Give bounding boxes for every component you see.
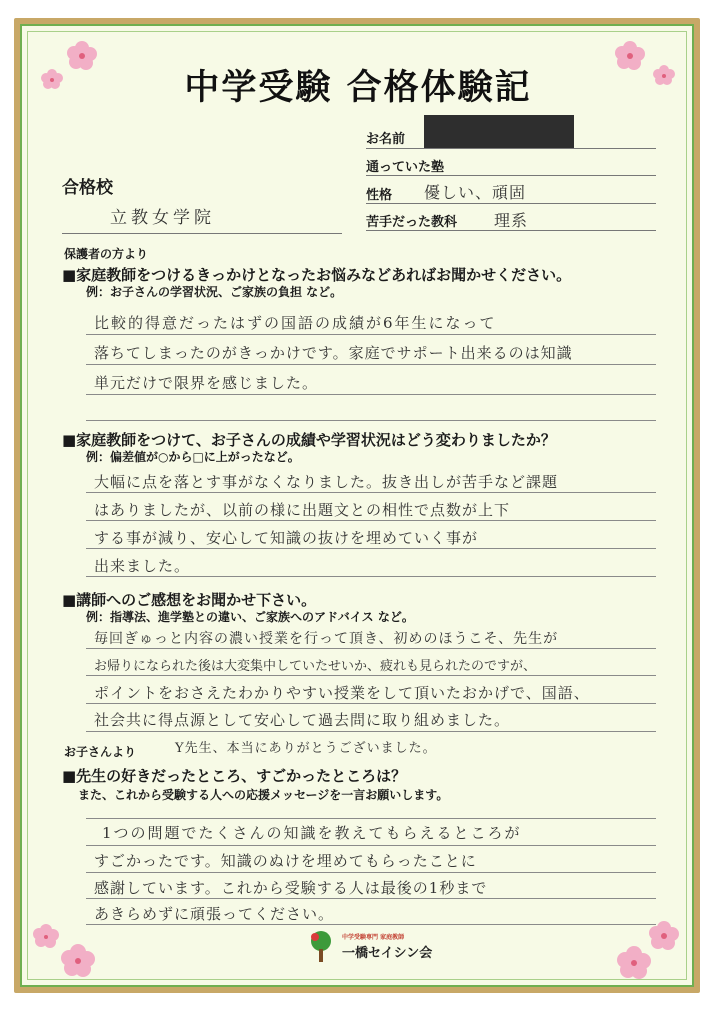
weak-subject-label: 苦手だった教科	[366, 215, 458, 230]
child-label: お子さんより	[64, 745, 137, 759]
name-label: お名前	[366, 132, 406, 147]
answer-line: 出来ました。	[94, 557, 191, 575]
school-label: 合格校	[62, 178, 113, 198]
juku-label: 通っていた塾	[366, 160, 445, 175]
rule-line	[86, 576, 656, 577]
juku-line	[366, 175, 656, 176]
answer-line: する事が減り、安心して知識の抜けを埋めていく事が	[94, 529, 479, 547]
rule-line	[86, 703, 656, 704]
school-line	[62, 233, 342, 234]
section-example: 例：指導法、進学塾との違い、ご家族へのアドバイス など。	[86, 610, 414, 624]
weak-subject-value: 理系	[494, 211, 529, 230]
answer-line: はありましたが、以前の様に出題文との相性で点数が上下	[94, 501, 511, 519]
answer-line: すごかったです。知識のぬけを埋めてもらったことに	[94, 852, 477, 870]
answer-line: 1つの問題でたくさんの知識を教えてもらえるところが	[102, 824, 522, 842]
section-title: ■講師へのご感想をお聞かせ下さい。	[62, 591, 317, 609]
company-logo	[304, 930, 434, 968]
logo-name: 一橋セイシン会	[342, 946, 433, 961]
page-title: 中学受験 合格体験記	[184, 67, 532, 108]
answer-line: 毎回ぎゅっと内容の濃い授業を行って頂き、初めのほうこそ、先生が	[94, 631, 559, 647]
answer-line: 社会共に得点源として安心して過去問に取り組めました。	[94, 711, 511, 729]
rule-line	[86, 818, 656, 819]
section-example: 例：偏差値が○から□に上がったなど。	[86, 450, 300, 464]
personality-label: 性格	[366, 188, 393, 203]
school-value: 立教女学院	[110, 208, 215, 228]
personality-value: 優しい、頑固	[424, 183, 527, 202]
flower-icon	[606, 910, 690, 980]
name-line	[366, 148, 656, 149]
answer-line: 落ちてしまったのがきっかけです。家庭でサポート出来るのは知識	[94, 344, 573, 362]
answer-line: お帰りになられた後は大変集中していたせいか、疲れも見られたのですが、	[94, 659, 537, 674]
personality-line	[366, 203, 656, 204]
rule-line	[86, 420, 656, 421]
rule-line	[86, 731, 656, 732]
answer-line: 単元だけで限界を感じました。	[94, 374, 319, 392]
rule-line	[86, 845, 656, 846]
rule-line	[86, 872, 656, 873]
answer-line: 比較的得意だったはずの国語の成績が6年生になって	[94, 314, 497, 332]
answer-line: ポイントをおさえたわかりやすい授業をして頂いたおかげで、国語、	[94, 684, 590, 702]
section-title: ■家庭教師をつけて、お子さんの成績や学習状況はどう変わりましたか？	[62, 431, 556, 449]
section-title: ■家庭教師をつけるきっかけとなったお悩みなどあればお聞かせください。	[62, 266, 572, 284]
rule-line	[86, 898, 656, 899]
rule-line	[86, 520, 656, 521]
rule-line	[86, 334, 656, 335]
logo-tagline: 中学受験専門 家庭教師	[342, 934, 405, 941]
rule-line	[86, 394, 656, 395]
rule-line	[86, 364, 656, 365]
redacted-name	[424, 115, 574, 149]
rule-line	[86, 675, 656, 676]
section-subtitle: また、これから受験する人への応援メッセージを一言お願いします。	[78, 788, 449, 802]
answer-line: 感謝しています。これから受験する人は最後の1秒まで	[94, 879, 488, 897]
section-example: 例：お子さんの学習状況、ご家族の負担 など。	[86, 285, 343, 299]
rule-line	[86, 548, 656, 549]
answer-line: Y先生、本当にありがとうございました。	[175, 741, 437, 756]
answer-line: 大幅に点を落とす事がなくなりました。抜き出しが苦手など課題	[94, 473, 559, 491]
guardian-label: 保護者の方より	[64, 247, 149, 261]
rule-line	[86, 924, 656, 925]
rule-line	[86, 648, 656, 649]
section-title: ■先生の好きだったところ、すごかったところは？	[62, 767, 407, 785]
weak-subject-line	[366, 230, 656, 231]
answer-line: あきらめずに頑張ってください。	[94, 905, 335, 923]
rule-line	[86, 492, 656, 493]
tree-icon	[304, 930, 338, 964]
